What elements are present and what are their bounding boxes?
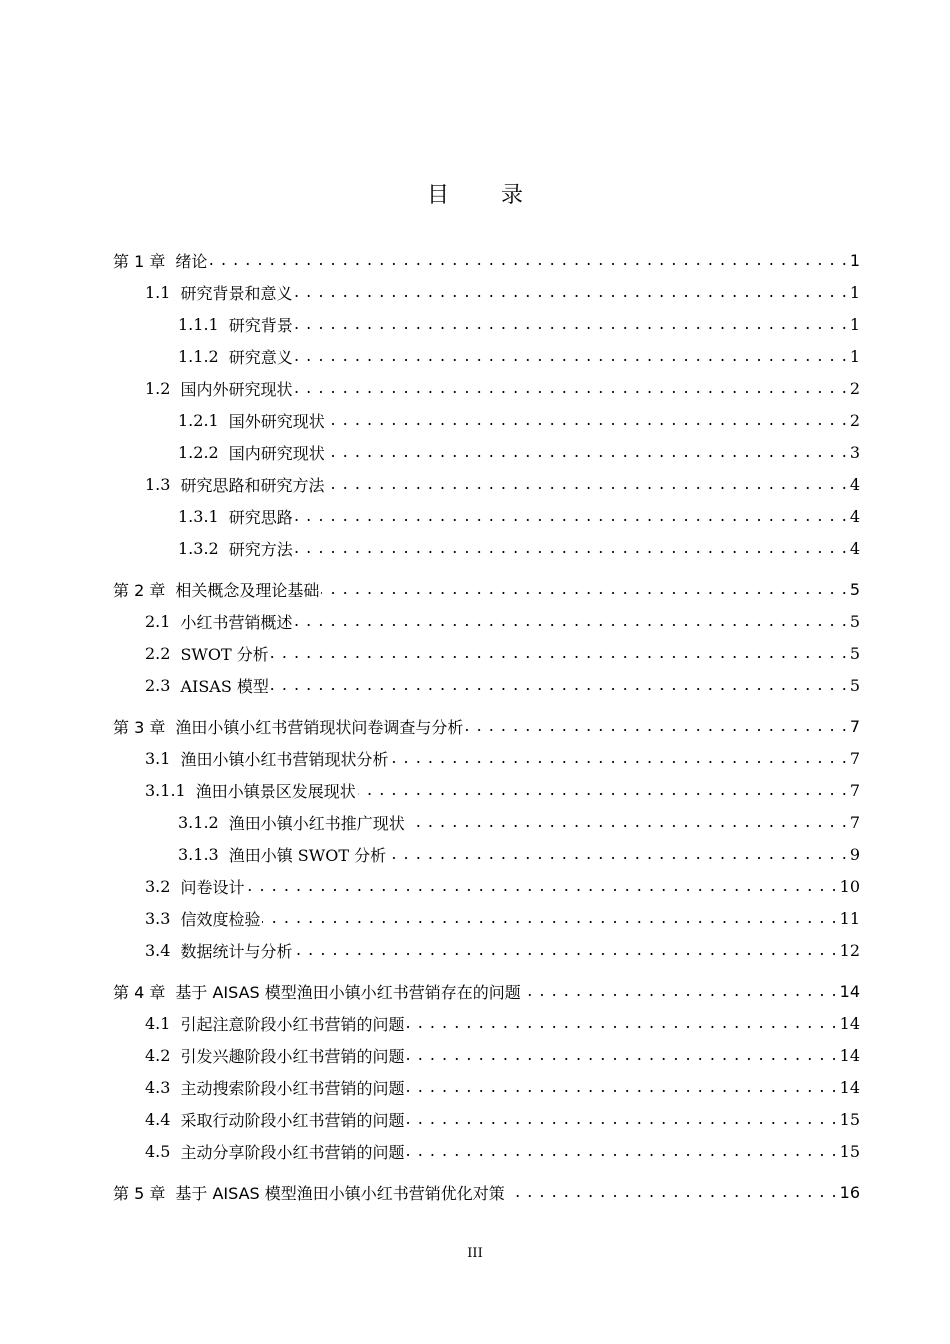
toc-entry-number: 第 1 章 — [113, 251, 166, 271]
toc-section-entry[interactable] — [145, 276, 860, 308]
toc-entry-title: 相关概念及理论基础 — [175, 580, 320, 600]
toc-page-number: 5 — [849, 611, 860, 631]
toc-entry-title: 国外研究现状 — [228, 411, 325, 431]
toc-entry-number: 4.2 — [145, 1045, 171, 1065]
toc-dot-leader — [294, 605, 847, 637]
toc-entry-number: 3.1.2 — [178, 812, 219, 832]
toc-dot-leader — [327, 436, 848, 468]
page-title — [0, 178, 950, 209]
toc-page-number: 4 — [849, 506, 860, 526]
toc-page-number: 1 — [849, 282, 860, 302]
toc-page-number: 15 — [839, 1109, 860, 1129]
toc-section-entry[interactable] — [145, 1103, 860, 1135]
toc-dot-leader — [327, 404, 848, 436]
toc-dot-leader — [271, 637, 848, 669]
toc-page-number: 2 — [849, 410, 860, 430]
toc-chapter-entry[interactable] — [113, 1176, 860, 1208]
toc-entry-number: 1.1.1 — [178, 314, 219, 334]
toc-entry-title: 绪论 — [175, 251, 208, 271]
toc-entry-number: 4.1 — [145, 1013, 171, 1033]
toc-section-entry[interactable] — [178, 436, 860, 468]
toc-section-entry[interactable] — [145, 669, 860, 701]
toc-entry-title: 引发兴趣阶段小红书营销的问题 — [180, 1046, 405, 1066]
toc-entry-number: 2.2 — [145, 643, 171, 663]
toc-page-number: 5 — [849, 579, 860, 599]
toc-dot-leader — [321, 573, 847, 605]
toc-entry-number: 1.3.1 — [178, 506, 219, 526]
toc-page-number: 1 — [849, 314, 860, 334]
toc-section-entry[interactable] — [145, 1135, 860, 1167]
toc-dot-leader — [406, 1103, 837, 1135]
toc-entry-number: 4.3 — [145, 1077, 171, 1097]
toc-entry-title: 渔田小镇小红书营销现状分析 — [180, 749, 389, 769]
toc-entry-title: 研究背景和意义 — [180, 283, 293, 303]
toc-entry-title: 问卷设计 — [180, 877, 245, 897]
toc-dot-leader — [407, 806, 848, 838]
toc-section-entry[interactable] — [145, 902, 860, 934]
toc-entry-title: 研究背景 — [228, 315, 293, 335]
toc-entry-number: 2.1 — [145, 611, 171, 631]
toc-chapter-entry[interactable] — [113, 244, 860, 276]
toc-entry-title: 小红书营销概述 — [180, 612, 293, 632]
toc-section-entry[interactable] — [145, 637, 860, 669]
toc-entry-number: 4.5 — [145, 1141, 171, 1161]
toc-dot-leader — [406, 1039, 837, 1071]
toc-dot-leader — [294, 372, 847, 404]
toc-dot-leader — [388, 838, 848, 870]
toc-section-entry[interactable] — [178, 340, 860, 372]
toc-section-entry[interactable] — [145, 1007, 860, 1039]
toc-entry-number: 1.2.1 — [178, 410, 219, 430]
toc-chapter-entry[interactable] — [113, 573, 860, 605]
toc-chapter-entry[interactable] — [113, 710, 860, 742]
toc-page-number: 7 — [849, 780, 860, 800]
toc-dot-leader — [295, 308, 848, 340]
toc-dot-leader — [358, 774, 848, 806]
toc-entry-number: 3.4 — [145, 940, 171, 960]
toc-entry-number: 1.1 — [145, 282, 171, 302]
toc-chapter-entry[interactable] — [113, 975, 860, 1007]
toc-section-entry[interactable] — [145, 1039, 860, 1071]
toc-page-number: 4 — [849, 538, 860, 558]
toc-entry-number: 3.2 — [145, 876, 171, 896]
toc-section-entry[interactable] — [145, 774, 860, 806]
toc-dot-leader — [262, 902, 837, 934]
toc-page-number: 16 — [839, 1182, 860, 1202]
toc-dot-leader — [326, 468, 847, 500]
toc-dot-leader — [295, 340, 848, 372]
toc-entry-number: 1.3 — [145, 474, 171, 494]
toc-section-entry[interactable] — [145, 468, 860, 500]
toc-entry-title: 信效度检验 — [180, 909, 261, 929]
toc-entry-number: 2.3 — [145, 675, 171, 695]
toc-page-number: 5 — [849, 675, 860, 695]
toc-dot-leader — [523, 975, 838, 1007]
toc-entry-title: 渔田小镇景区发展现状 — [195, 781, 356, 801]
toc-dot-leader — [390, 742, 847, 774]
toc-page-number: 14 — [839, 1077, 860, 1097]
toc-entry-title: 采取行动阶段小红书营销的问题 — [180, 1110, 405, 1130]
toc-section-entry[interactable] — [145, 870, 860, 902]
toc-section-entry[interactable] — [145, 934, 860, 966]
toc-section-entry[interactable] — [178, 806, 860, 838]
toc-entry-title: AISAS 模型 — [180, 676, 269, 696]
toc-entry-title: 研究意义 — [228, 347, 293, 367]
toc-entry-number: 第 5 章 — [113, 1183, 166, 1203]
toc-entry-title: SWOT 分析 — [180, 644, 269, 664]
toc-entry-number: 第 3 章 — [113, 717, 166, 737]
toc-section-entry[interactable] — [178, 838, 860, 870]
toc-entry-number: 第 2 章 — [113, 580, 166, 600]
toc-dot-leader — [406, 1007, 837, 1039]
toc-entry-title: 主动分享阶段小红书营销的问题 — [180, 1142, 405, 1162]
page-number-footer: III — [467, 1246, 483, 1261]
toc-entry-number: 3.1.1 — [145, 780, 186, 800]
toc-entry-number: 3.1 — [145, 748, 171, 768]
toc-entry-title: 渔田小镇小红书营销现状问卷调查与分析 — [175, 717, 464, 737]
toc-dot-leader — [465, 710, 847, 742]
toc-page-number: 3 — [849, 442, 860, 462]
toc-page-number: 14 — [839, 1045, 860, 1065]
toc-dot-leader — [294, 934, 837, 966]
toc-entry-number: 1.3.2 — [178, 538, 219, 558]
toc-section-entry[interactable] — [178, 308, 860, 340]
toc-page-number: 7 — [849, 716, 860, 736]
toc-section-entry[interactable] — [178, 500, 860, 532]
toc-page-number: 15 — [839, 1141, 860, 1161]
toc-entry-title: 主动搜索阶段小红书营销的问题 — [180, 1078, 405, 1098]
toc-section-entry[interactable] — [145, 372, 860, 404]
toc-entry-number: 1.1.2 — [178, 346, 219, 366]
toc-dot-leader — [271, 669, 848, 701]
toc-page-number: 1 — [849, 250, 860, 270]
toc-section-entry[interactable] — [145, 605, 860, 637]
toc-dot-leader — [406, 1135, 837, 1167]
toc-page-number: 7 — [849, 812, 860, 832]
toc-entry-number: 3.1.3 — [178, 844, 219, 864]
toc-entry-title: 研究思路 — [228, 507, 293, 527]
toc-section-entry[interactable] — [145, 742, 860, 774]
toc-entry-number: 3.3 — [145, 908, 171, 928]
toc-dot-leader — [295, 532, 848, 564]
toc-section-entry[interactable] — [178, 532, 860, 564]
toc-entry-title: 基于 AISAS 模型渔田小镇小红书营销优化对策 — [175, 1183, 505, 1203]
toc-page-number: 12 — [839, 940, 860, 960]
toc-entry-title: 国内外研究现状 — [180, 379, 293, 399]
toc-section-entry[interactable] — [178, 404, 860, 436]
toc-entry-number: 第 4 章 — [113, 982, 166, 1002]
toc-entry-title: 研究思路和研究方法 — [180, 475, 325, 495]
title-char-1: 目 — [426, 183, 449, 208]
toc-page-number: 5 — [849, 643, 860, 663]
toc-dot-leader — [507, 1176, 838, 1208]
toc-dot-leader — [246, 870, 837, 902]
toc-entry-number: 4.4 — [145, 1109, 171, 1129]
title-char-2: 录 — [501, 183, 524, 208]
toc-section-entry[interactable] — [145, 1071, 860, 1103]
toc-entry-number: 1.2 — [145, 378, 171, 398]
toc-dot-leader — [295, 500, 848, 532]
toc-page-number: 14 — [839, 1013, 860, 1033]
toc-entry-title: 渔田小镇小红书推广现状 — [228, 813, 405, 833]
toc-entry-title: 基于 AISAS 模型渔田小镇小红书营销存在的问题 — [175, 982, 521, 1002]
toc-page-number: 1 — [849, 346, 860, 366]
toc-entry-title: 国内研究现状 — [228, 443, 325, 463]
toc-dot-leader — [294, 276, 847, 308]
toc-page-number: 4 — [849, 474, 860, 494]
toc-entry-title: 渔田小镇 SWOT 分析 — [228, 845, 387, 865]
toc-entry-title: 数据统计与分析 — [180, 941, 293, 961]
toc-entry-number: 1.2.2 — [178, 442, 219, 462]
toc-page-number: 2 — [849, 378, 860, 398]
toc-dot-leader — [209, 244, 847, 276]
toc-page-number: 9 — [849, 844, 860, 864]
toc-page-number: 10 — [839, 876, 860, 896]
toc-entry-title: 引起注意阶段小红书营销的问题 — [180, 1014, 405, 1034]
toc-page-number: 14 — [839, 981, 860, 1001]
toc-page-number: 11 — [839, 908, 860, 928]
toc-page-number: 7 — [849, 748, 860, 768]
toc-entry-title: 研究方法 — [228, 539, 293, 559]
toc-dot-leader — [406, 1071, 837, 1103]
